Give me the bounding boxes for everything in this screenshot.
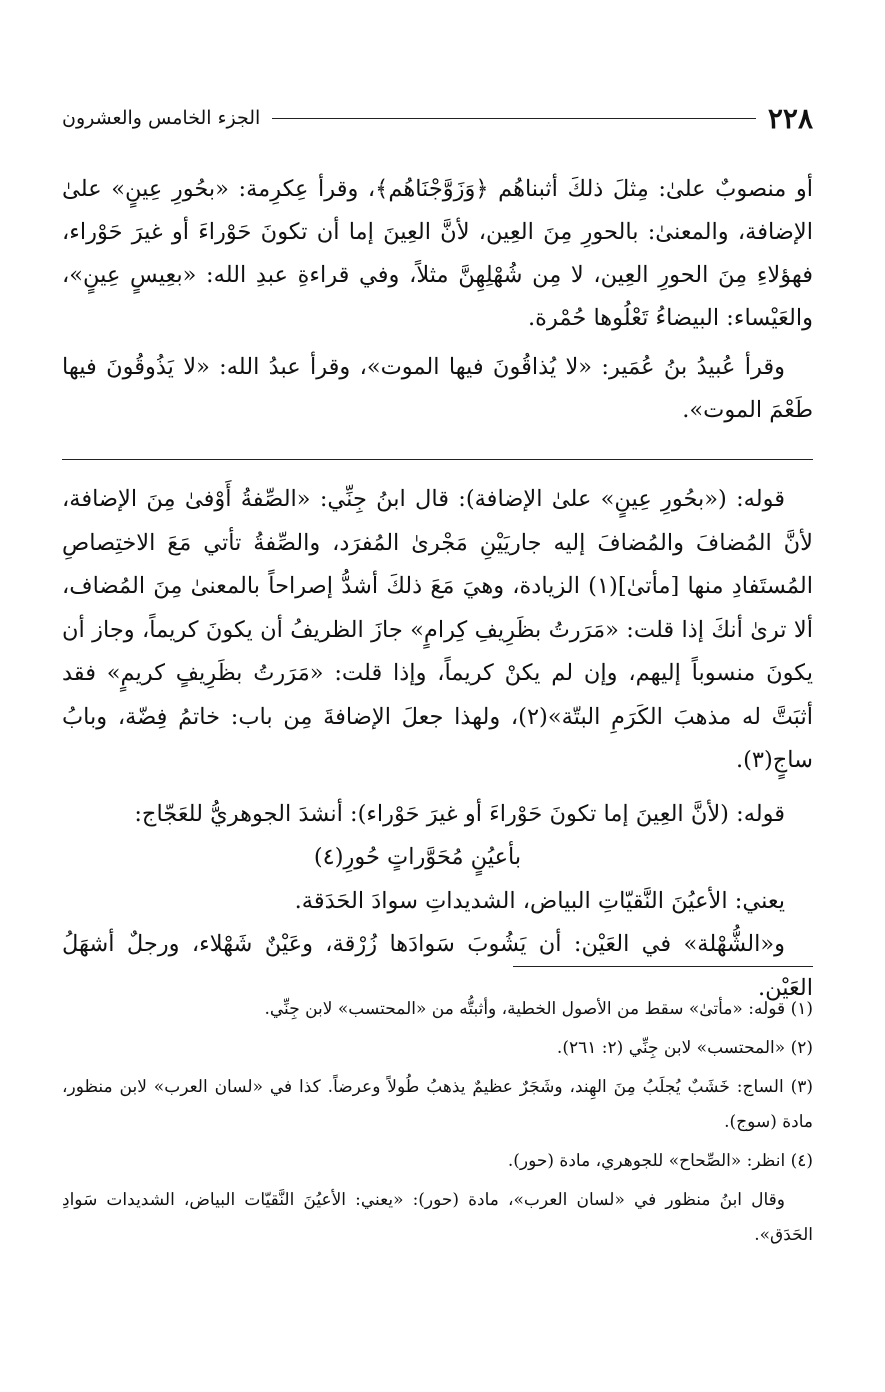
page-header [62,96,813,140]
header-rule [272,118,756,119]
main-text [62,168,813,438]
footnote-2: (٢) «المحتسب» لابن جِنِّي (٢: ٢٦١). [556,1038,813,1058]
footnotes [62,992,813,1257]
commentary-paragraph-2: قوله: (لأنَّ العِينَ إما تكونَ حَوْراءَ أو غيرَ حَوْراء): أنشدَ الجوهريُّ للعَجّاج: [134,800,785,827]
footnote-3: (٣) الساج: خَشَبٌ يُجلَبُ مِنَ الهِند، وشَجَرٌ عظيمٌ يذهبُ طُولاً وعرضاً. كذا في «لسان العرب» لابن منظور، مادة (سوج). [62,1077,813,1132]
text-divider [62,459,813,460]
page-number: ٢٢٨ [767,101,813,135]
commentary-paragraph-3: يعني: الأعيُنَ النَّقيّاتِ البياض، الشديداتِ سوادَ الحَدَقة. [294,887,785,914]
footnote-1: (١) قوله: «مأتىٰ» سقط من الأصول الخطية، وأثبتُّه من «المحتسب» لابن جِنِّي. [264,999,813,1019]
running-title: الجزء الخامس والعشرون [62,107,261,129]
footnote-4: (٤) انظر: «الصِّحاح» للجوهري، مادة (حور). [507,1151,813,1171]
footnote-divider [513,966,813,967]
main-paragraph-1: أو منصوبٌ علىٰ: مِثلَ ذلكَ أثبناهُم ﴿وَزَوَّجْنَاهُم﴾، وقرأ عِكرِمة: «بحُورِ عِينٍ» علىٰ الإضافة، والمعنىٰ: بالحورِ مِنَ العِين، لأنَّ العِينَ إما أن تكونَ حَوْراءَ أو غيرَ حَوْراء، فهؤلاءِ مِنَ الحورِ العِين، لا مِن شُهْلِهِنَّ مثلاً، وفي قراءةِ عبدِ الله: «بعِيسٍ عِينٍ»، والعَيْساء: البيضاءُ تَعْلُوها حُمْرة. [62,176,813,331]
footnote-4-continuation: وقال ابنُ منظور في «لسان العرب»، مادة (حور): «يعني: الأعيُنَ النَّقيّات البياض، الشديدات سَوادِ الحَدَق». [62,1190,813,1245]
commentary-paragraph-4: و«الشُّهْلة» في العَيْن: أن يَشُوبَ سَوادَها زُرْقة، وعَيْنٌ شَهْلاء، ورجلٌ أشهَلُ العَيْن. [62,931,813,1001]
commentary-paragraph-1: قوله: («بحُورِ عِينٍ» علىٰ الإضافة): قال ابنُ جِنِّي: «الصِّفةُ أَوْفىٰ مِنَ الإضافة، لأنَّ المُضافَ والمُضافَ إليه جاريَيْنِ مَجْرىٰ المُفرَد، والصِّفةُ تأتي مَعَ الاختِصاصِ المُستَفادِ منها [مأتىٰ](١) الزيادة، وهيَ مَعَ ذلكَ أشدُّ إصراحاً بالمعنىٰ مِنَ المُضاف، ألا ترىٰ أنكَ إذا قلت: «مَرَرتُ بظَرِيفِ كِرامٍ» جازَ الظريفُ أن يكونَ كريماً، وجاز أن يكونَ منسوباً إليهم، وإن لم يكنْ كريماً، وإذا قلت: «مَرَرتُ بظَرِيفٍ كريمٍ» فقد أثبَتَّ له مذهبَ الكَرَمِ البتّة»(٢)، ولهذا جعلَ الإضافةَ مِن باب: خاتمُ فِضّة، وبابُ ساجٍ(٣). [62,486,814,773]
main-paragraph-2: وقرأ عُبيدُ بنُ عُمَير: «لا يُذاقُونَ فيها الموت»، وقرأ عبدُ الله: «لا يَذُوقُونَ فيها طَعْمَ الموت». [62,354,813,423]
poetry-verse: بأعيُنٍ مُحَوَّراتٍ حُورِ(٤) [313,844,522,870]
commentary-text [62,478,813,1010]
